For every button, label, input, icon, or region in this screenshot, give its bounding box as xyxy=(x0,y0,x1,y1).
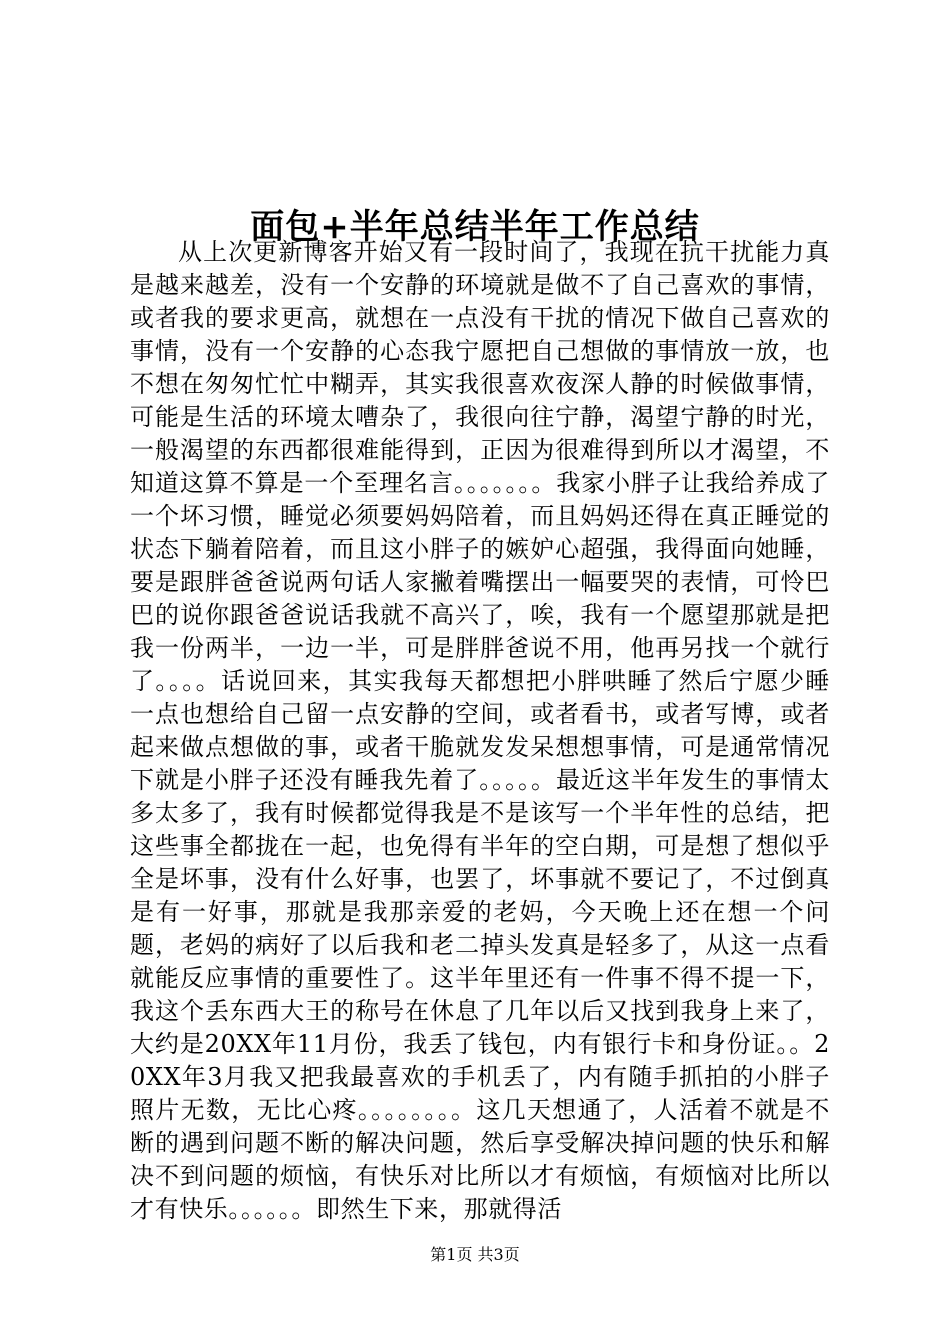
document-title: 面包+半年总结半年工作总结 xyxy=(250,206,700,247)
page-number-footer: 第1页 共3页 xyxy=(430,1245,520,1264)
document-body-paragraph: 从上次更新博客开始又有一段时间了，我现在抗干扰能力真是越来越差，没有一个安静的环境就是做不了自己喜欢的事情，或者我的要求更高，就想在一点没有干扰的情况下做自己喜欢的事情，没有一个安静的心态我宁愿把自己想做的事情放一放，也不想在匆匆忙忙中糊弄，其实我很喜欢夜深人静的时候做事情，可能是生活的环境太嘈杂了，我很向往宁静，渴望宁静的时光，一般渴望的东西都很难能得到，正因为很难得到所以才渴望，不知道这算不算是一个至理名言。。。。。。。我家小胖子让我给养成了一个坏习惯，睡觉必须要妈妈陪着，而且妈妈还得在真正睡觉的状态下躺着陪着，而且这小胖子的嫉妒心超强，我得面向她睡，要是跟胖爸爸说两句话人家撇着嘴摆出一幅要哭的表情，可怜巴巴的说你跟爸爸说话我就不高兴了，唉，我有一个愿望那就是把我一份两半，一边一半，可是胖胖爸说不用，他再另找一个就行了。。。。话说回来，其实我每天都想把小胖哄睡了然后宁愿少睡一点也想给自己留一点安静的空间，或者看书，或者写博，或者起来做点想做的事，或者干脆就发发呆想想事情，可是通常情况下就是小胖子还没有睡我先着了。。。。。最近这半年发生的事情太多太多了，我有时候都觉得我是不是该写一个半年性的总结，把这些事全都拢在一起，也免得有半年的空白期，可是想了想似乎全是坏事，没有什么好事，也罢了，坏事就不要记了，不过倒真是有一好事，那就是我那亲爱的老妈，今天晚上还在想一个问题，老妈的病好了以后我和老二掉头发真是轻多了，从这一点看就能反应事情的重要性了。这半年里还有一件事不得不提一下，我这个丢东西大王的称号在休息了几年以后又找到我身上来了，大约是20XX年11月份，我丢了钱包，内有银行卡和身份证。。20XX年3月我又把我最喜欢的手机丢了，内有随手抓拍的小胖子照片无数，无比心疼。。。。。。。。这几天想通了，人活着不就是不断的遇到问题不断的解决问题，然后享受解决掉问题的快乐和解决不到问题的烦恼，有快乐对比所以才有烦恼，有烦恼对比所以才有快乐。。。。。。即然生下来，那就得活 xyxy=(130,238,830,1223)
